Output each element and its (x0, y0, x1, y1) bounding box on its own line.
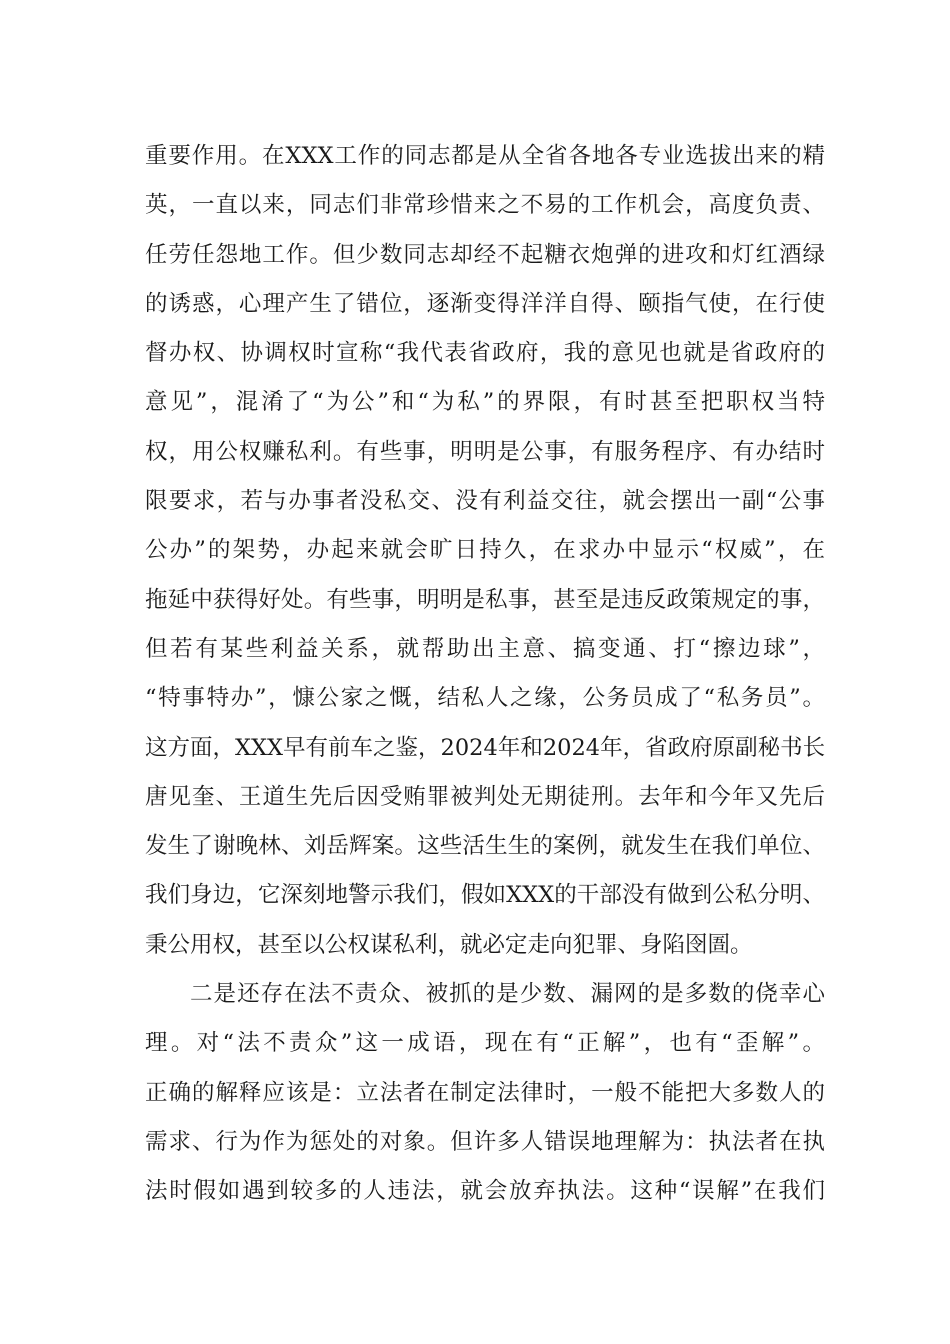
paragraph-2 (145, 970, 825, 1216)
text-line: 唐见奎、王道生先后因受贿罪被判处无期徒刑。去年和今年又先后 (145, 783, 825, 810)
text-line: 二是还存在法不责众、被抓的是少数、漏网的是多数的侥幸心 (190, 981, 825, 1008)
text-line: 任劳任怨地工作。但少数同志却经不起糖衣炮弹的进攻和灯红酒绿 (145, 241, 825, 268)
text-line: 我们身边，它深刻地警示我们，假如XXX的干部没有做到公私分明、 (145, 882, 825, 909)
document-body (145, 132, 825, 1217)
text-line: 重要作用。在XXX工作的同志都是从全省各地各专业选拔出来的精 (145, 143, 825, 169)
text-line: 理。对“法不责众”这一成语，现在有“正解”，也有“歪解”。 (145, 1030, 825, 1057)
text-line: “特事特办”，慷公家之慨，结私人之缘，公务员成了“私务员”。 (145, 685, 825, 712)
text-line: 但若有某些利益关系，就帮助出主意、搞变通、打“擦边球”， (145, 635, 825, 662)
text-line: 权，用公权赚私利。有些事，明明是公事，有服务程序、有办结时 (145, 438, 825, 465)
text-line: 秉公用权，甚至以公权谋私利，就必定走向犯罪、身陷囹圄。 (145, 931, 753, 958)
text-line: 这方面，XXX早有前车之鉴，2024年和2024年，省政府原副秘书长 (145, 734, 826, 761)
text-line: 公办”的架势，办起来就会旷日持久，在求办中显示“权威”，在 (145, 537, 825, 564)
text-line: 督办权、协调权时宣称“我代表省政府，我的意见也就是省政府的 (145, 340, 825, 367)
paragraph-1 (145, 132, 825, 970)
text-line: 发生了谢晚林、刘岳辉案。这些活生生的案例，就发生在我们单位、 (145, 833, 825, 860)
text-line: 拖延中获得好处。有些事，明明是私事，甚至是违反政策规定的事， (145, 586, 825, 613)
text-line: 英，一直以来，同志们非常珍惜来之不易的工作机会，高度负责、 (145, 192, 825, 219)
text-line: 法时假如遇到较多的人违法，就会放弃执法。这种“误解”在我们 (145, 1178, 825, 1205)
text-line: 需求、行为作为惩处的对象。但许多人错误地理解为：执法者在执 (145, 1128, 825, 1155)
text-line: 正确的解释应该是：立法者在制定法律时，一般不能把大多数人的 (145, 1079, 825, 1106)
text-line: 意见”，混淆了“为公”和“为私”的界限，有时甚至把职权当特 (145, 389, 825, 416)
text-line: 限要求，若与办事者没私交、没有利益交往，就会摆出一副“公事 (145, 488, 825, 515)
text-line: 的诱惑，心理产生了错位，逐渐变得洋洋自得、颐指气使，在行使 (145, 290, 825, 317)
